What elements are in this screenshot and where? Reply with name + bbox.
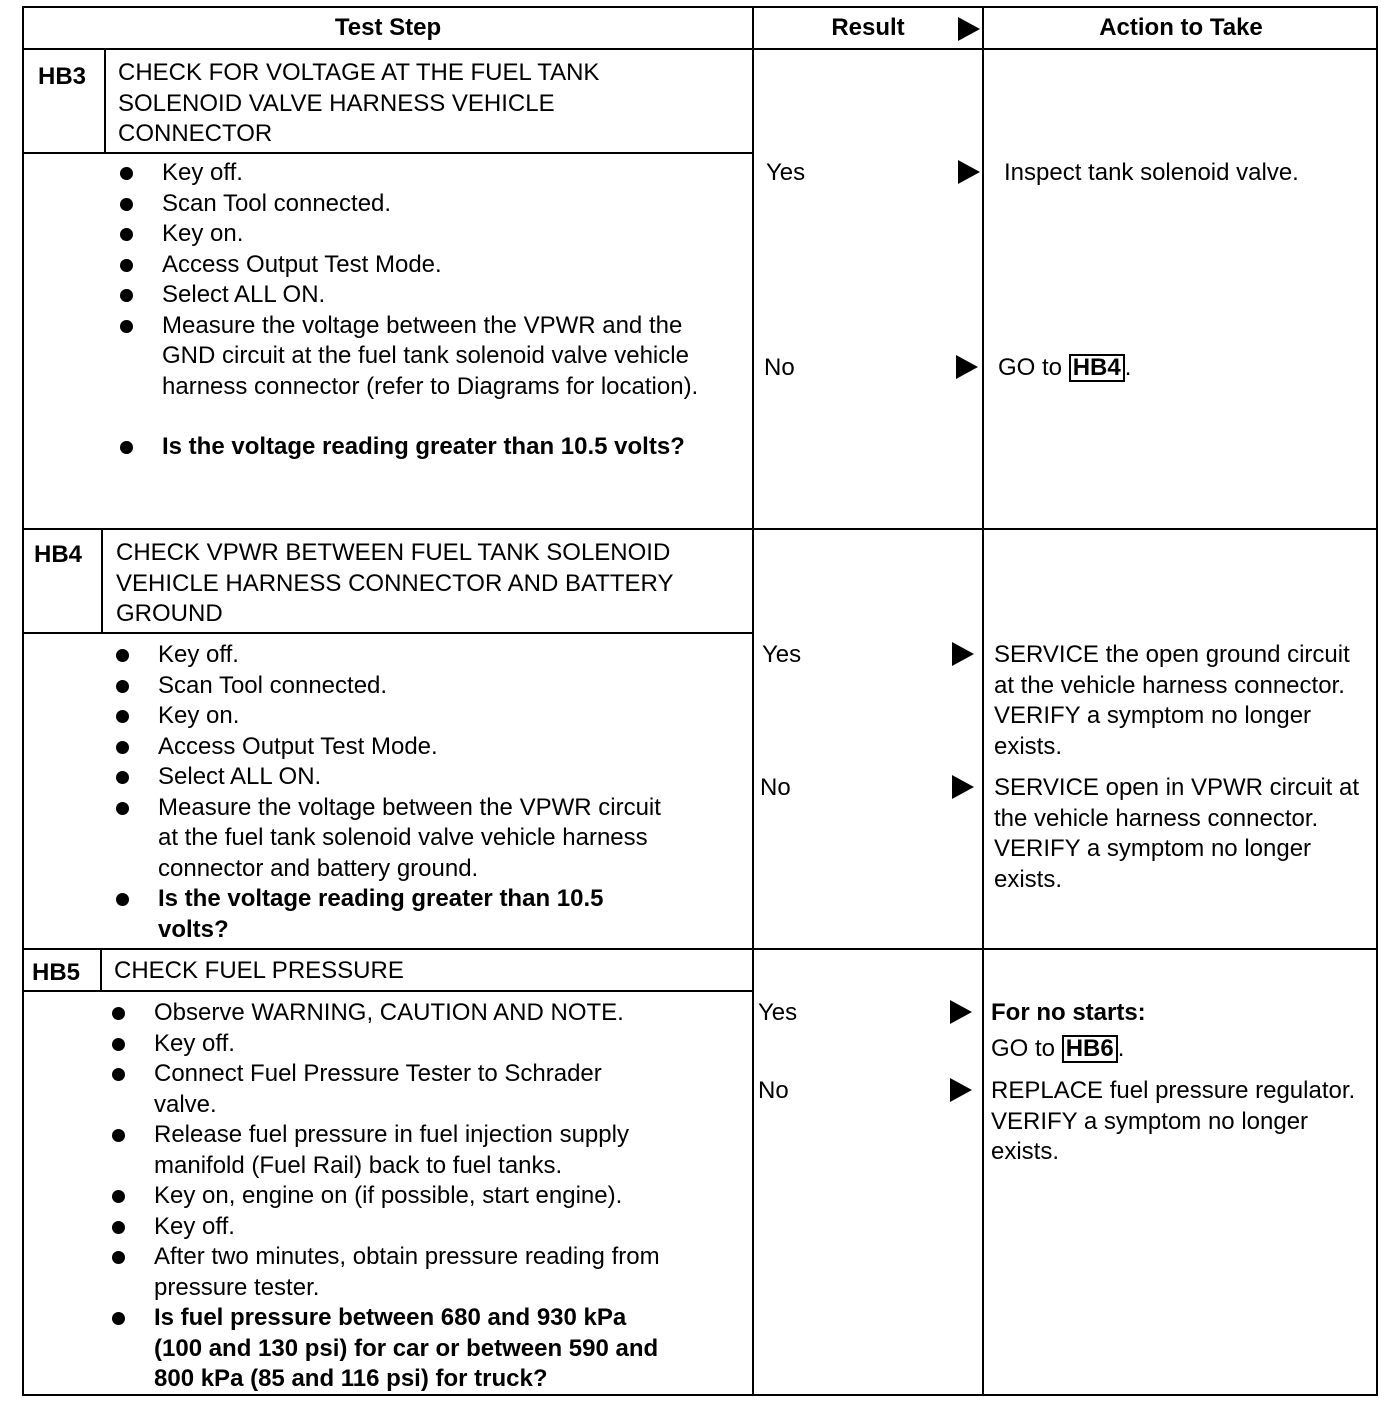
action-title: For no starts: (991, 999, 1146, 1026)
step-title: CHECK VPWR BETWEEN FUEL TANK SOLENOID VEHICLE HARNESS CONNECTOR AND BATTERY GROUND (116, 539, 674, 627)
action-goto (998, 353, 1358, 384)
step-id: HB4 (34, 541, 83, 568)
step-ref-link[interactable]: HB6 (1062, 1035, 1118, 1063)
instruction-item: Observe WARNING, CAUTION AND NOTE. (110, 998, 670, 1029)
instruction-item: Key off. (118, 158, 718, 189)
step-instructions (118, 158, 718, 463)
step-title: CHECK FOR VOLTAGE AT THE FUEL TANK SOLENOID VALVE HARNESS VEHICLE CONNECTOR (118, 59, 600, 147)
step-question: Is the voltage reading greater than 10.5 volts? (118, 432, 718, 463)
action-text: SERVICE open in VPWR circuit at the vehicle harness connector. VERIFY a symptom no longer exists. (994, 774, 1360, 893)
action-goto-line (991, 1034, 1366, 1065)
result-arrow-icon (950, 1078, 972, 1102)
instruction-item: Key on. (114, 701, 674, 732)
action-goto-suffix: . (1117, 1034, 1125, 1062)
diagnostic-table (22, 6, 1378, 1396)
step-divider-1 (24, 528, 1378, 530)
result-yes: Yes (758, 999, 798, 1026)
result-arrow-icon (958, 160, 980, 184)
step-instructions (110, 998, 670, 1395)
result-arrow-icon (950, 1000, 972, 1024)
column-divider-action (982, 8, 984, 1394)
instruction-item: Connect Fuel Pressure Tester to Schrader valve. (110, 1059, 670, 1120)
step-instructions (114, 640, 674, 945)
action-goto (991, 998, 1366, 1064)
instruction-item: Access Output Test Mode. (118, 250, 718, 281)
step-question: Is fuel pressure between 680 and 930 kPa (100 and 130 psi) for car or between 590 and 800 kPa (85 and 116 psi) for truck? (110, 1303, 670, 1395)
step-title-divider (24, 632, 752, 634)
header-result-label: Result (831, 13, 905, 41)
step-id: HB5 (32, 959, 81, 986)
instruction-item: Release fuel pressure in fuel injection supply manifold (Fuel Rail) back to fuel tanks. (110, 1120, 670, 1181)
step-id-divider (100, 950, 102, 992)
step-question: Is the voltage reading greater than 10.5 volts? (114, 884, 674, 945)
instruction-item: Key on. (118, 219, 718, 250)
action-goto-suffix: . (1124, 354, 1132, 381)
action-text: REPLACE fuel pressure regulator. VERIFY a symptom no longer exists. (991, 1077, 1356, 1165)
action-goto-label: GO to (998, 354, 1063, 381)
instruction-item: Scan Tool connected. (118, 189, 718, 220)
instruction-item: Scan Tool connected. (114, 671, 674, 702)
action-goto-label: GO to (991, 1034, 1056, 1062)
result-arrow-icon (952, 775, 974, 799)
action-text: Inspect tank solenoid valve. (1004, 159, 1299, 186)
header-test-step (24, 8, 752, 50)
step-divider-2 (24, 948, 1378, 950)
instruction-item: Measure the voltage between the VPWR circuit at the fuel tank solenoid valve vehicle harness connector and battery ground. (114, 793, 674, 885)
step-title: CHECK FUEL PRESSURE (114, 957, 404, 984)
instruction-item: Key off. (110, 1029, 670, 1060)
result-yes: Yes (766, 159, 806, 186)
result-no: No (760, 774, 791, 801)
header-arrow-icon (958, 17, 980, 41)
instruction-item: Select ALL ON. (114, 762, 674, 793)
instruction-item: Key off. (114, 640, 674, 671)
instruction-item: Select ALL ON. (118, 280, 718, 311)
result-yes: Yes (762, 641, 802, 668)
step-ref-link[interactable]: HB4 (1069, 354, 1125, 382)
action-text: SERVICE the open ground circuit at the vehicle harness connector. VERIFY a symptom no longer exists. (994, 641, 1350, 760)
step-id: HB3 (38, 63, 87, 90)
instruction-item: Key on, engine on (if possible, start engine). (110, 1181, 670, 1212)
column-divider-result (752, 8, 754, 1394)
instruction-item: Measure the voltage between the VPWR and the GND circuit at the fuel tank solenoid valve vehicle harness connector (refer to Diagrams for location). (118, 311, 718, 403)
result-no: No (764, 354, 795, 381)
header-action-label: Action to Take (1099, 13, 1263, 41)
step-title-divider (24, 152, 752, 154)
step-id-divider (104, 50, 106, 154)
header-action (984, 8, 1378, 50)
instruction-item: Key off. (110, 1212, 670, 1243)
step-id-divider (101, 530, 103, 634)
instruction-item: Access Output Test Mode. (114, 732, 674, 763)
step-title-divider (24, 990, 752, 992)
result-arrow-icon (952, 642, 974, 666)
header-test-step-label: Test Step (334, 13, 442, 41)
header-result (754, 8, 982, 50)
result-arrow-icon (956, 355, 978, 379)
result-no: No (758, 1077, 789, 1104)
instruction-item: After two minutes, obtain pressure reading from pressure tester. (110, 1242, 670, 1303)
